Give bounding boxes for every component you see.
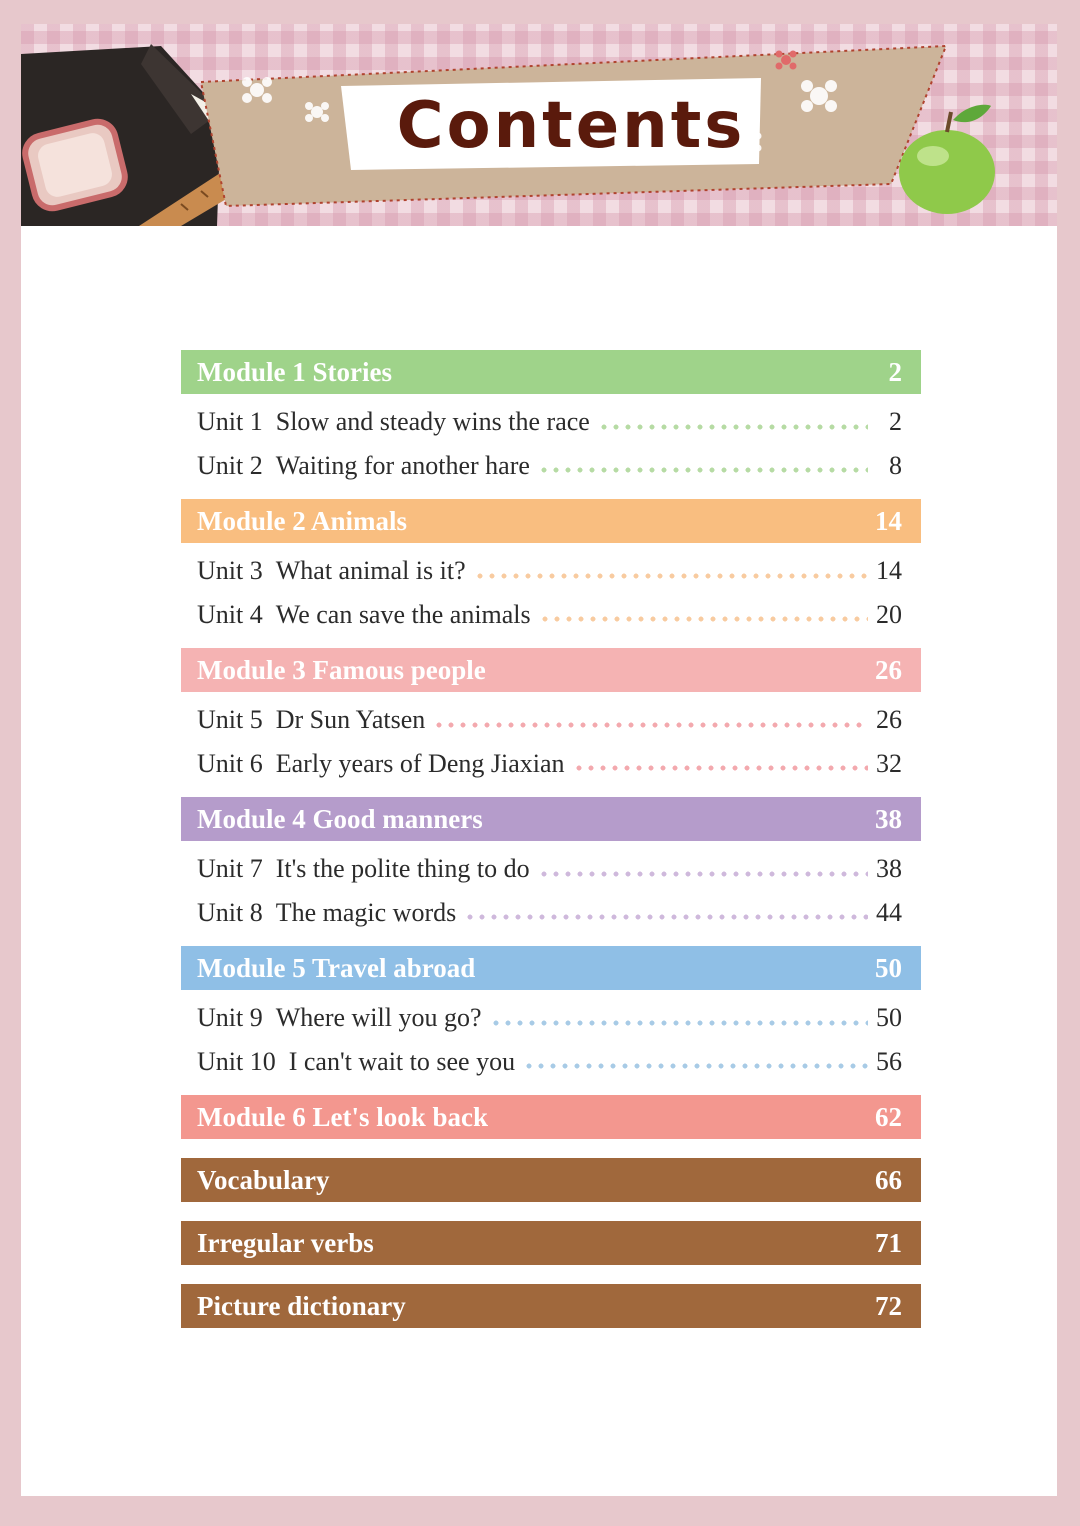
unit-number: Unit 10 (197, 1046, 276, 1076)
section-title: Irregular verbs (197, 1227, 374, 1258)
unit-number: Unit 9 (197, 1003, 263, 1032)
unit-entry[interactable] (181, 1040, 921, 1084)
unit-number: Unit 4 (197, 599, 263, 629)
module-section (181, 797, 921, 946)
header-banner (21, 24, 1057, 226)
page-title: Contents (396, 89, 746, 163)
unit-page: 44 (876, 897, 902, 927)
unit-title: What animal is it? (275, 556, 466, 585)
module-title: Module 3 Famous people (197, 654, 486, 685)
module-page: 62 (875, 1101, 902, 1132)
module-title: Module 4 Good manners (197, 803, 483, 834)
unit-number: Unit 6 (197, 748, 263, 778)
unit-page: 2 (889, 407, 902, 436)
dot-leader (538, 467, 868, 473)
section-page: 66 (875, 1164, 902, 1195)
module-heading[interactable] (181, 1095, 921, 1139)
picture-dictionary-heading[interactable] (181, 1284, 921, 1328)
unit-page: 14 (876, 556, 902, 585)
unit-page: 38 (876, 854, 902, 883)
unit-page: 20 (876, 599, 902, 629)
unit-entry[interactable] (181, 549, 921, 593)
dot-leader (464, 914, 868, 920)
section-page: 72 (875, 1290, 902, 1321)
unit-title: Waiting for another hare (275, 450, 530, 480)
unit-title: Slow and steady wins the race (275, 407, 590, 436)
module-title: Module 2 Animals (197, 505, 408, 536)
unit-entry[interactable] (181, 444, 921, 488)
section-page: 71 (875, 1227, 902, 1258)
unit-number: Unit 1 (197, 407, 263, 436)
module-page: 2 (888, 356, 902, 387)
unit-page: 50 (876, 1003, 902, 1032)
module-page: 50 (875, 952, 902, 983)
unit-number: Unit 2 (197, 450, 263, 480)
module-title: Module 6 Let's look back (197, 1101, 489, 1132)
unit-entry[interactable] (181, 847, 921, 891)
table-of-contents (181, 350, 921, 1328)
unit-number: Unit 5 (197, 705, 263, 734)
vocabulary-heading[interactable] (181, 1158, 921, 1202)
module-section (181, 648, 921, 797)
module-heading[interactable] (181, 946, 921, 990)
dot-leader (538, 871, 868, 877)
module-title: Module 1 Stories (197, 356, 392, 387)
unit-page: 26 (876, 705, 902, 734)
unit-title: The magic words (275, 897, 457, 927)
dot-leader (490, 1020, 869, 1026)
module-heading[interactable] (181, 648, 921, 692)
page (21, 24, 1057, 1496)
section-title: Picture dictionary (197, 1290, 406, 1321)
module-title: Module 5 Travel abroad (197, 952, 476, 983)
module-page: 38 (875, 803, 902, 834)
unit-entry[interactable] (181, 400, 921, 444)
module-section (181, 499, 921, 648)
unit-title: Where will you go? (275, 1003, 482, 1032)
unit-title: It's the polite thing to do (275, 854, 530, 883)
module-heading[interactable] (181, 499, 921, 543)
unit-page: 56 (876, 1046, 902, 1076)
dot-leader (433, 722, 868, 728)
unit-title: Early years of Deng Jiaxian (275, 748, 565, 778)
dot-leader (539, 616, 868, 622)
unit-entry[interactable] (181, 891, 921, 935)
unit-page: 8 (889, 450, 902, 480)
unit-number: Unit 3 (197, 556, 263, 585)
section-title: Vocabulary (197, 1164, 330, 1195)
module-page: 14 (875, 505, 902, 536)
module-page: 26 (875, 654, 902, 685)
unit-entry[interactable] (181, 698, 921, 742)
unit-entry[interactable] (181, 996, 921, 1040)
unit-title: I can't wait to see you (288, 1046, 516, 1076)
dot-leader (523, 1063, 868, 1069)
module-heading[interactable] (181, 797, 921, 841)
unit-number: Unit 8 (197, 897, 263, 927)
unit-entry[interactable] (181, 742, 921, 786)
dot-leader (573, 765, 868, 771)
unit-page: 32 (876, 748, 902, 778)
module-heading[interactable] (181, 350, 921, 394)
dot-leader (474, 573, 868, 579)
unit-number: Unit 7 (197, 854, 263, 883)
unit-title: Dr Sun Yatsen (275, 705, 426, 734)
unit-entry[interactable] (181, 593, 921, 637)
unit-title (263, 400, 276, 444)
unit-title: We can save the animals (275, 599, 531, 629)
module-section (181, 946, 921, 1095)
module-section (181, 350, 921, 499)
irregular-verbs-heading[interactable] (181, 1221, 921, 1265)
dot-leader (598, 424, 868, 430)
